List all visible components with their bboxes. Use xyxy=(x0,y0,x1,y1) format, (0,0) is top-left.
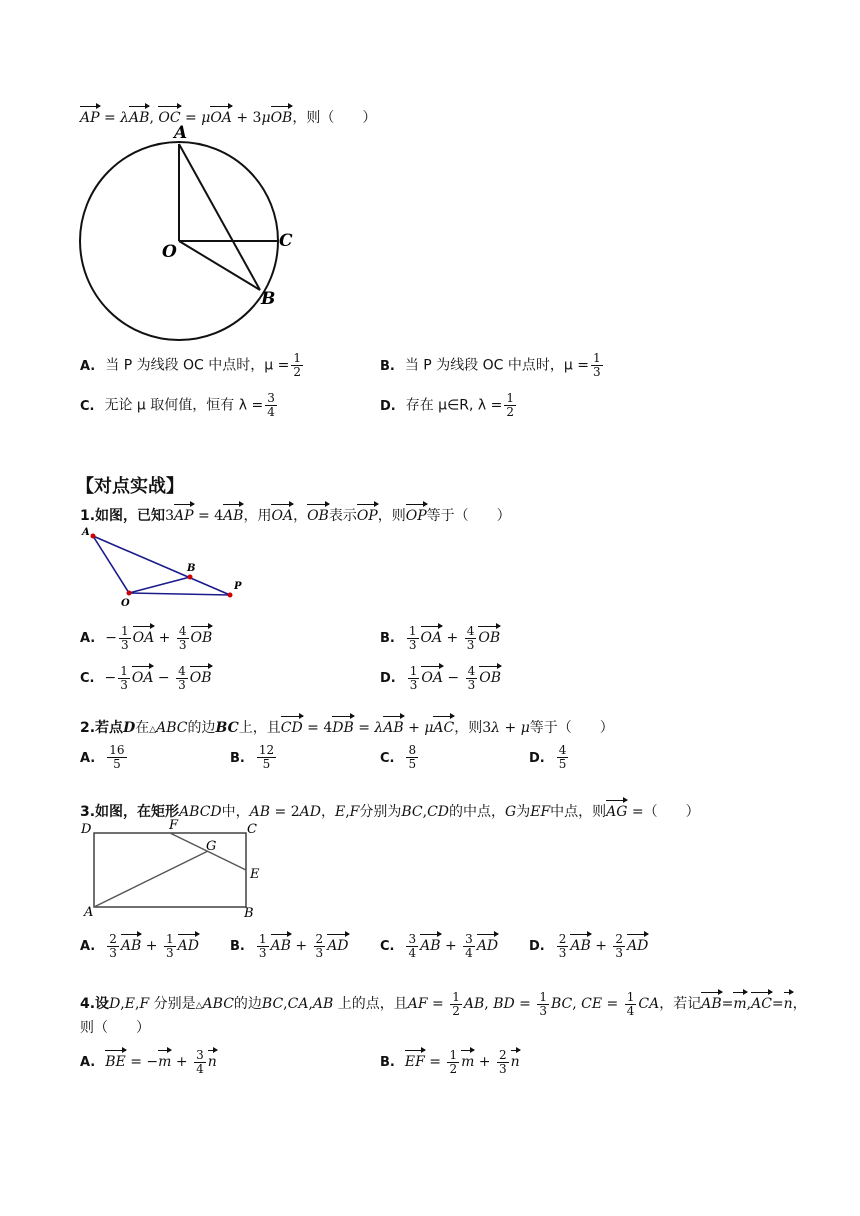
label-q3-G: G xyxy=(206,839,217,854)
top-option-c[interactable]: C. 无论 μ 取何值，恒有 λ = $\frac{3}{4}$ xyxy=(80,391,275,419)
label-O: O xyxy=(162,242,177,262)
segment-OB xyxy=(179,241,260,290)
segment-AB xyxy=(179,144,260,290)
label-q3-D: D xyxy=(81,822,92,837)
q1-option-d[interactable]: D. $\frac{1}{3}$ OA − $\frac{4}{3}$ OB xyxy=(380,663,502,692)
q1-option-b[interactable]: B. $\frac{1}{3}$ OA + $\frac{4}{3}$ OB xyxy=(380,623,501,652)
label-q3-B: B xyxy=(244,906,254,921)
label-q1-P: P xyxy=(234,581,242,592)
point-q1-B xyxy=(188,575,193,580)
q3-stem: 3.如图，在矩形ABCD中，AB = 2AD，E,F分别为BC,CD的中点，G为EF中点，则AG =（ ） xyxy=(80,796,700,822)
segment-q1-AP xyxy=(93,536,230,595)
q1-stem: 1.如图，已知3AP = 4AB，用OA，OB表示OP，则OP等于（ ） xyxy=(80,500,511,526)
segment-q1-OB xyxy=(129,577,190,593)
label-q3-E: E xyxy=(250,867,260,882)
label-q1-A: A xyxy=(82,527,90,538)
q2-option-c[interactable]: C. $\frac{8}{5}$ xyxy=(380,743,417,771)
q2-option-a[interactable]: A. $\frac{16}{5}$ xyxy=(80,743,125,771)
point-q1-P xyxy=(228,593,233,598)
label-q3-A: A xyxy=(84,905,94,920)
q4-option-b[interactable]: B. EF = $\frac{1}{2}$ m + $\frac{2}{3}$ n xyxy=(380,1047,520,1076)
q4-stem-line2: 则（ ） xyxy=(80,1020,150,1036)
q2-stem: 2.若点D在△ABC的边BC上，且CD = 4DB = λAB + μAC，则3λ + μ等于（ ） xyxy=(80,712,614,740)
top-option-a[interactable]: A. 当 P 为线段 OC 中点时，μ = $\frac{1}{2}$ xyxy=(80,351,302,379)
q2-option-d[interactable]: D. $\frac{4}{5}$ xyxy=(529,743,567,771)
segment-q1-OP xyxy=(129,593,230,595)
q3-option-a[interactable]: A. $\frac{2}{3}$ AB + $\frac{1}{3}$ AD xyxy=(80,931,199,960)
point-q1-O xyxy=(127,591,132,596)
label-B: B xyxy=(261,289,276,309)
top-question-stem: AP = λAB, OC = μOA + 3μOB，则（ ） xyxy=(80,102,376,128)
segment-AG xyxy=(94,851,208,907)
triangle-figure-q1 xyxy=(78,524,268,614)
q1-option-a[interactable]: A. − $\frac{1}{3}$ OA + $\frac{4}{3}$ OB xyxy=(80,623,213,652)
q3-option-b[interactable]: B. $\frac{1}{3}$ AB + $\frac{2}{3}$ AD xyxy=(230,931,349,960)
label-q3-F: F xyxy=(169,818,179,833)
q4-stem: 4.设D,E,F 分别是△ABC的边BC,CA,AB 上的点，且AF = $\frac{1}{2}$ AB, BD = $\frac{1}{3}$ BC, CE = $\frac{1}{4}$ CA，若记AB=m,AC=n， xyxy=(80,989,807,1018)
q4-option-a[interactable]: A. BE = −m + $\frac{3}{4}$ n xyxy=(80,1047,217,1076)
label-q1-B: B xyxy=(187,563,196,574)
top-option-b[interactable]: B. 当 P 为线段 OC 中点时，μ = $\frac{1}{3}$ xyxy=(380,351,601,379)
label-A: A xyxy=(174,124,188,143)
q2-option-b[interactable]: B. $\frac{12}{5}$ xyxy=(230,743,275,771)
top-option-d[interactable]: D. 存在 μ∈R, λ = $\frac{1}{2}$ xyxy=(380,391,515,419)
q1-option-c[interactable]: C. − $\frac{1}{3}$ OA − $\frac{4}{3}$ OB xyxy=(80,663,212,692)
section-title: 【对点实战】 xyxy=(76,476,184,497)
point-q1-A xyxy=(91,534,96,539)
circle-figure xyxy=(78,124,308,346)
label-q3-C: C xyxy=(247,822,257,837)
q3-option-c[interactable]: C. $\frac{3}{4}$ AB + $\frac{3}{4}$ AD xyxy=(380,931,499,960)
rectangle-figure-q3 xyxy=(78,818,268,922)
label-q1-O: O xyxy=(121,598,130,609)
label-C: C xyxy=(279,231,293,251)
q3-option-d[interactable]: D. $\frac{2}{3}$ AB + $\frac{2}{3}$ AD xyxy=(529,931,649,960)
